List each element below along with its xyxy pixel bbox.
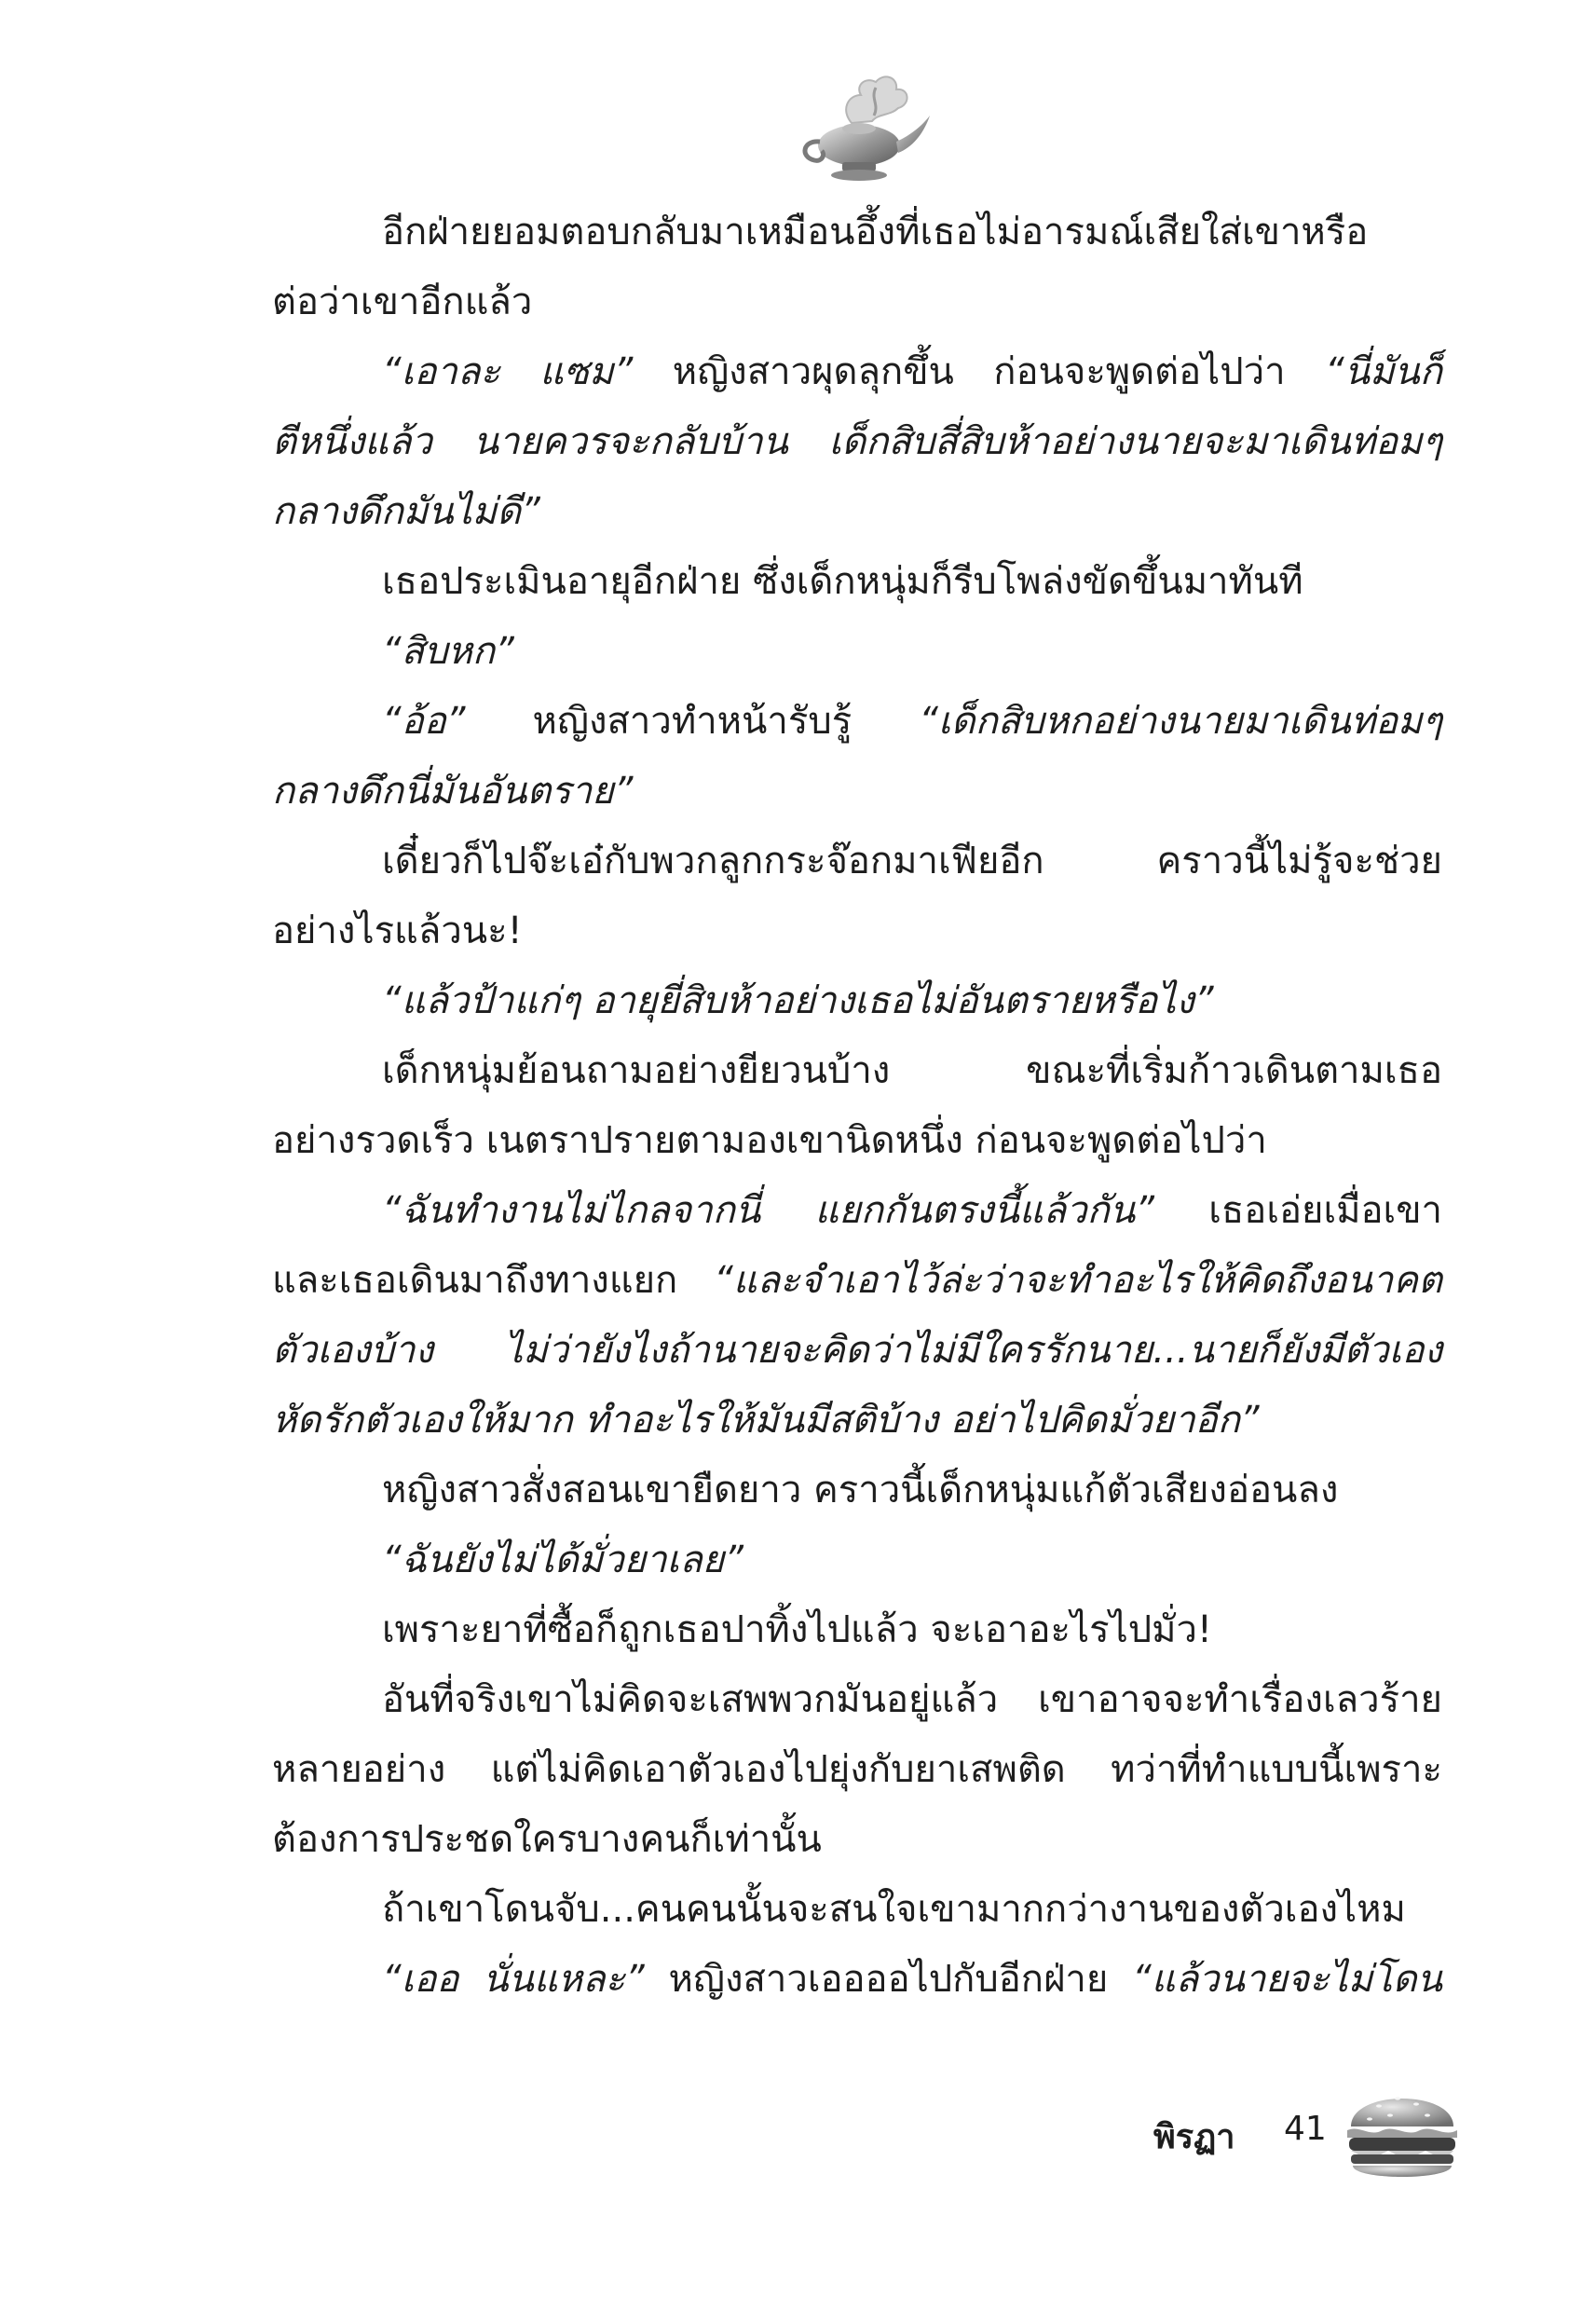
text-line [272,1106,1442,1176]
narration-segment: ต่อว่าเขาอีกแล้ว [272,280,533,323]
text-line [272,1805,1442,1875]
text-line [272,896,1442,966]
narration-segment: หญิงสาวเออออไปกับอีกฝ่าย [644,1958,1133,2001]
body-text [272,198,1442,2015]
text-line [272,407,1442,477]
text-line [272,1665,1442,1735]
dialogue-segment: “ฉันทำงานไม่ไกลจากนี่ แยกกันตรงนี้แล้วกัน” [382,1189,1154,1232]
dialogue-segment: “แล้วนายจะไม่โดน [1132,1958,1442,2001]
text-line [272,267,1442,337]
dialogue-segment: “ฉันยังไม่ได้มั่วยาเลย” [382,1538,743,1581]
dialogue-segment: “อ้อ” [382,700,466,743]
text-line [272,757,1442,827]
dialogue-segment: “นี่มันก็ [1325,350,1442,393]
text-line [272,1875,1442,1945]
text-line [272,1246,1442,1316]
narration-segment: เธอเอ่ยเมื่อเขา [1153,1189,1443,1232]
text-line [272,1176,1442,1246]
text-line [272,1036,1442,1106]
narration-segment: และเธอเดินมาถึงทางแยก [272,1259,715,1302]
text-line [272,1386,1442,1456]
text-line [272,1316,1442,1386]
text-line [272,1735,1442,1805]
dialogue-segment: “เออ นั่นแหละ” [382,1958,645,2001]
text-line [272,547,1442,617]
narration-segment: อย่างไรแล้วนะ! [272,909,523,952]
narration-segment: ต้องการประชดใครบางคนก็เท่านั้น [272,1818,822,1861]
narration-segment: ถ้าเขาโดนจับ...คนคนนั้นจะสนใจเขามากกว่างานของตัวเองไหม [382,1888,1406,1931]
footer-author: พิรฏา [1153,2118,1235,2156]
dialogue-segment: “เด็กสิบหกอย่างนายมาเดินท่อมๆ [919,700,1442,743]
dialogue-segment: ตีหนึ่งแล้ว นายควรจะกลับบ้าน เด็กสิบสี่สิบห้าอย่างนายจะมาเดินท่อมๆ [272,420,1442,463]
text-line [272,617,1442,687]
narration-segment: หญิงสาวผุดลุกขึ้น ก่อนจะพูดต่อไปว่า [633,350,1325,393]
text-line [272,687,1442,757]
text-line [272,1595,1442,1665]
dialogue-segment: กลางดึกนี่มันอันตราย” [272,770,634,813]
dialogue-segment: “สิบหก” [382,630,514,673]
narration-segment: เธอประเมินอายุอีกฝ่าย ซึ่งเด็กหนุ่มก็รีบโพล่งขัดขึ้นมาทันที [382,560,1303,603]
narration-segment: เพราะยาที่ซื้อก็ถูกเธอปาทิ้งไปแล้ว จะเอาอะไรไปมั่ว! [382,1608,1212,1651]
narration-segment: เด็กหนุ่มย้อนถามอย่างยียวนบ้าง ขณะที่เริ่มก้าวเดินตามเธอ [382,1049,1442,1092]
text-line [272,1525,1442,1595]
genie-lamp-icon [794,67,934,188]
text-line [272,477,1442,547]
dialogue-segment: ตัวเองบ้าง ไม่ว่ายังไงถ้านายจะคิดว่าไม่มีใครรักนาย...นายก็ยังมีตัวเอง [272,1329,1442,1372]
burger-icon [1342,2069,1463,2190]
dialogue-segment: กลางดึกมันไม่ดี” [272,490,540,533]
narration-segment: เดี๋ยวก็ไปจ๊ะเอ๋กับพวกลูกกระจ๊อกมาเฟียอีก คราวนี้ไม่รู้จะช่วย [382,840,1442,882]
dialogue-segment: “แล้วป้าแก่ๆ อายุยี่สิบห้าอย่างเธอไม่อันตรายหรือไง” [382,979,1214,1022]
narration-segment: หญิงสาวสั่งสอนเขายืดยาว คราวนี้เด็กหนุ่มแก้ตัวเสียงอ่อนลง [382,1469,1339,1511]
narration-segment: อีกฝ่ายยอมตอบกลับมาเหมือนอึ้งที่เธอไม่อารมณ์เสียใส่เขาหรือ [382,211,1369,253]
narration-segment: อย่างรวดเร็ว เนตราปรายตามองเขานิดหนึ่ง ก่อนจะพูดต่อไปว่า [272,1119,1267,1162]
narration-segment: หลายอย่าง แต่ไม่คิดเอาตัวเองไปยุ่งกับยาเสพติด ทว่าที่ทำแบบนี้เพราะ [272,1748,1442,1791]
dialogue-segment: หัดรักตัวเองให้มาก ทำอะไรให้มันมีสติบ้าง อย่าไปคิดมั่วยาอีก” [272,1399,1260,1442]
text-line [272,966,1442,1036]
dialogue-segment: “และจำเอาไว้ล่ะว่าจะทำอะไรให้คิดถึงอนาคต [714,1259,1442,1302]
text-line [272,1456,1442,1525]
text-line [272,337,1442,407]
text-line [272,1945,1442,2015]
narration-segment: อันที่จริงเขาไม่คิดจะเสพพวกมันอยู่แล้ว เขาอาจจะทำเรื่องเลวร้าย [382,1678,1442,1721]
text-line [272,827,1442,896]
dialogue-segment: “เอาละ แซม” [382,350,634,393]
page-number: 41 [1284,2110,1327,2148]
narration-segment: หญิงสาวทำหน้ารับรู้ [465,700,920,743]
text-line [272,198,1442,267]
